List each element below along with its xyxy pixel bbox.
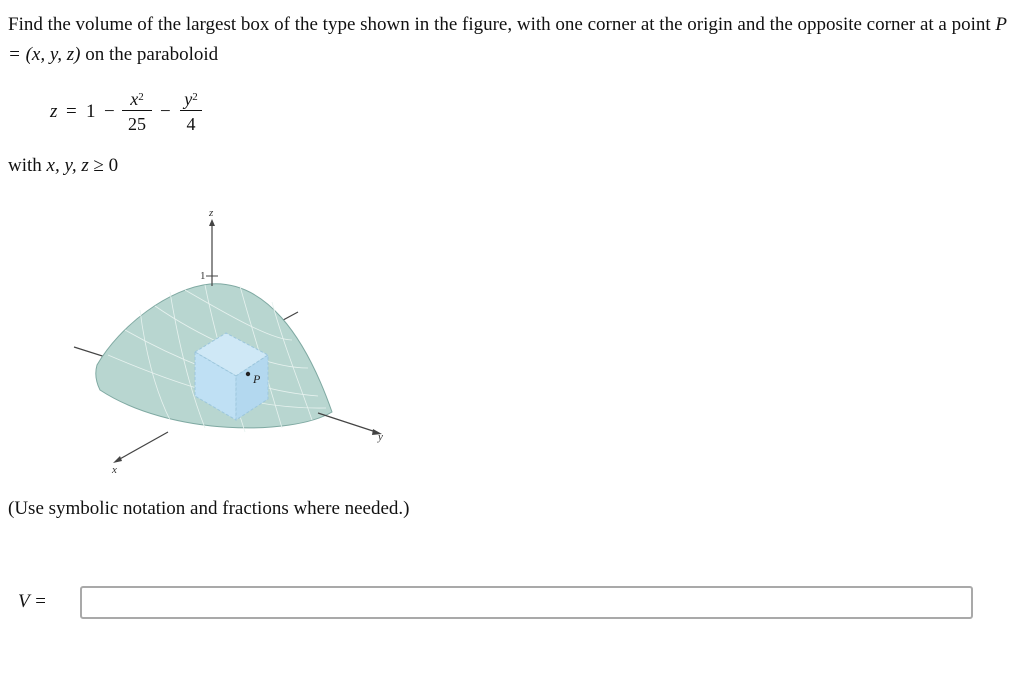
axis-y (318, 413, 376, 432)
x-axis-label: x (112, 464, 117, 476)
fraction-y-numerator: y (184, 89, 193, 109)
p-label: P (253, 372, 261, 386)
fraction-x-denominator: 25 (128, 114, 146, 134)
formula-minus-2: − (160, 101, 171, 122)
z-tick-label: 1 (200, 270, 206, 282)
answer-label: V = (18, 591, 47, 612)
problem-text-1: Find the volume of the largest box of the type shown in the figure, with one corner at the origin and the opposite corner at a point (8, 14, 996, 35)
problem-statement (8, 10, 1018, 70)
condition-prefix: with (8, 155, 47, 176)
variable-condition (8, 155, 118, 177)
answer-input[interactable] (80, 586, 973, 619)
formula-minus-1: − (104, 101, 115, 122)
condition-relation: ≥ 0 (88, 155, 119, 176)
condition-vars: x, y, z (46, 155, 89, 176)
formula-equals: = (66, 101, 77, 122)
fraction-x-numerator: x (130, 89, 139, 109)
axis-x-arrowhead (113, 456, 122, 463)
axis-z-arrowhead (209, 219, 215, 226)
fraction-y (180, 88, 202, 135)
fraction-x (122, 88, 152, 135)
z-axis-label: z (209, 207, 214, 219)
fraction-y-exponent: 2 (192, 91, 198, 103)
fraction-y-denominator: 4 (186, 114, 196, 134)
point-p: P = (x, y, z) (8, 14, 1007, 65)
y-axis-label: y (378, 431, 383, 443)
axis-x (118, 432, 168, 460)
fraction-x-exponent: 2 (138, 91, 144, 103)
formula-one: 1 (86, 101, 96, 122)
point-p-dot (246, 372, 250, 376)
problem-text-2: on the paraboloid (80, 44, 219, 65)
paraboloid-figure (60, 200, 400, 480)
formula-z: z (50, 101, 58, 122)
notation-hint: (Use symbolic notation and fractions where needed.) (8, 498, 410, 519)
